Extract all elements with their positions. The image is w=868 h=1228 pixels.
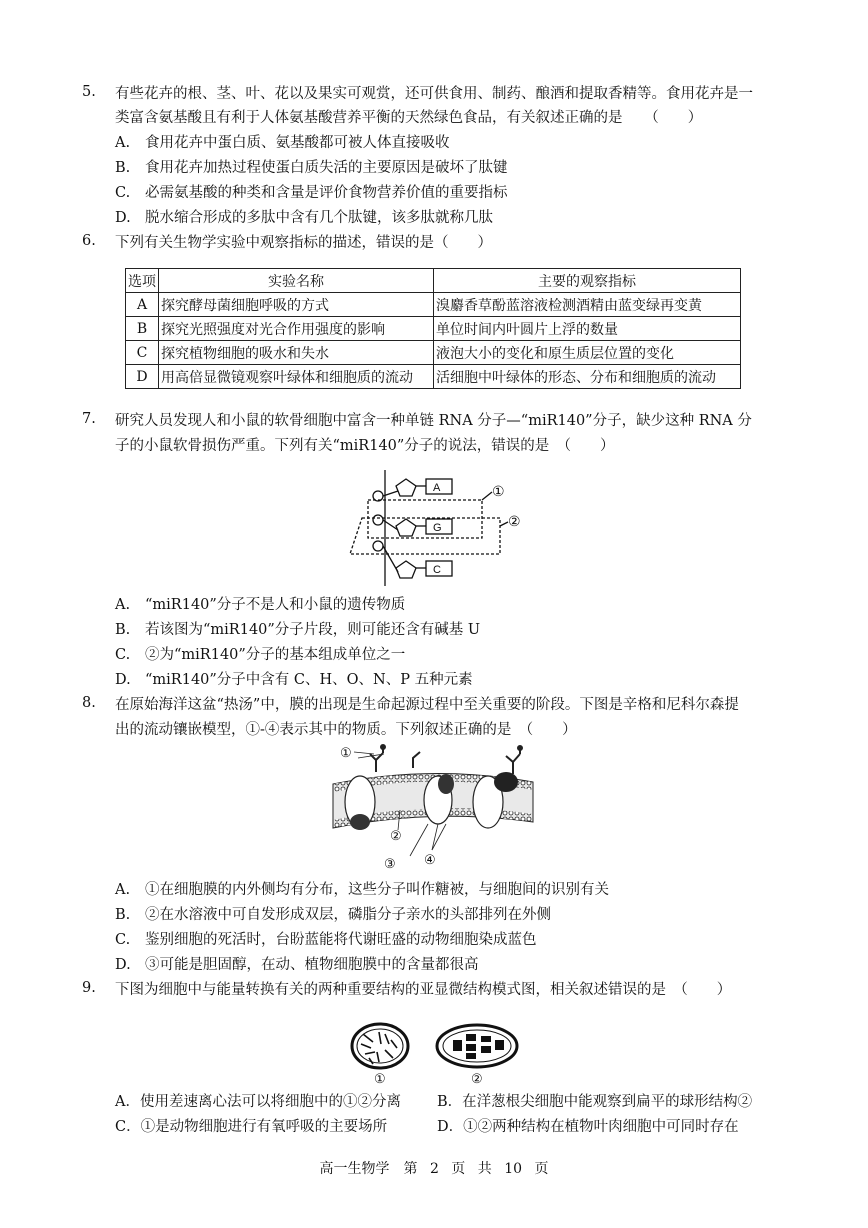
page-footer: 高一生物学 第 2 页 共 10 页 bbox=[319, 1161, 549, 1177]
option-c: C. 鉴别细胞的死活时，台盼蓝能将代谢旺盛的动物细胞染成蓝色 bbox=[115, 932, 537, 948]
table-cell: 溴麝香草酚蓝溶液检测酒精由蓝变绿再变黄 bbox=[434, 293, 741, 317]
base-label: C bbox=[433, 564, 441, 576]
question-stem: 有些花卉的根、茎、叶、花以及果实可观赏，还可供食用、制药、酿酒和提取香精等。食用花卉是一 bbox=[115, 86, 753, 102]
figure-label: ① bbox=[374, 1072, 386, 1086]
option-c: C. 必需氨基酸的种类和含量是评价食物营养价值的重要指标 bbox=[115, 185, 508, 201]
question-number: 8. bbox=[82, 695, 96, 711]
table-cell: 液泡大小的变化和原生质层位置的变化 bbox=[434, 341, 741, 365]
protein-shading bbox=[350, 814, 370, 830]
table-cell: 用高倍显微镜观察叶绿体和细胞质的流动 bbox=[159, 365, 434, 389]
table-cell: 探究植物细胞的吸水和失水 bbox=[159, 341, 434, 365]
table-cell: 活细胞中叶绿体的形态、分布和细胞质的流动 bbox=[434, 365, 741, 389]
option-a: A. ①在细胞膜的内外侧均有分布，这些分子叫作糖被，与细胞间的识别有关 bbox=[115, 882, 609, 898]
option-b: B．在洋葱根尖细胞中能观察到扁平的球形结构② bbox=[437, 1094, 753, 1110]
option-b: B. ②在水溶液中可自发形成双层，磷脂分子亲水的头部排列在外侧 bbox=[115, 907, 551, 923]
table-cell: D bbox=[126, 365, 159, 389]
option-d: D. “miR140”分子中含有 C、H、O、N、P 五种元素 bbox=[115, 672, 473, 688]
question-number: 6. bbox=[82, 233, 96, 249]
option-b: B. 食用花卉加热过程使蛋白质失活的主要原因是破坏了肽键 bbox=[115, 160, 508, 176]
table-header-row bbox=[126, 269, 741, 293]
option-c: C. ②为“miR140”分子的基本组成单位之一 bbox=[115, 647, 406, 663]
protein-shading bbox=[494, 772, 518, 792]
table-row bbox=[126, 341, 741, 365]
base-label: A bbox=[433, 482, 441, 494]
question-number: 5. bbox=[82, 84, 96, 100]
option-a: A. 食用花卉中蛋白质、氨基酸都可被人体直接吸收 bbox=[115, 135, 450, 151]
table-header: 选项 bbox=[126, 269, 159, 293]
pentose-sugar bbox=[396, 479, 416, 496]
phosphate-group bbox=[373, 515, 383, 525]
dashed-region-2 bbox=[350, 518, 500, 554]
callout-label: ③ bbox=[384, 857, 396, 872]
question-stem: 在原始海洋这盆“热汤”中，膜的出现是生命起源过程中至关重要的阶段。下图是辛格和尼科尔森提 bbox=[115, 697, 739, 713]
mitochondrion bbox=[352, 1024, 408, 1068]
pentose-sugar bbox=[396, 519, 416, 536]
table-header: 实验名称 bbox=[159, 269, 434, 293]
callout-label: ① bbox=[340, 746, 352, 761]
question-stem: 子的小鼠软骨损伤严重。下列有关“miR140”分子的说法，错误的是 （ ） bbox=[115, 438, 615, 454]
table-row bbox=[126, 293, 741, 317]
rna-diagram bbox=[340, 464, 540, 592]
table-cell: B bbox=[126, 317, 159, 341]
figure-label: ② bbox=[471, 1072, 483, 1086]
option-d: D．①②两种结构在植物叶肉细胞中可同时存在 bbox=[437, 1119, 739, 1135]
option-a: A．使用差速离心法可以将细胞中的①②分离 bbox=[115, 1094, 401, 1110]
option-c: C．①是动物细胞进行有氧呼吸的主要场所 bbox=[115, 1119, 388, 1135]
table-cell: C bbox=[126, 341, 159, 365]
table-row bbox=[126, 365, 741, 389]
question-stem: 研究人员发现人和小鼠的软骨细胞中富含一种单链 RNA 分子—“miR140”分子，缺少这种 RNA 分 bbox=[115, 413, 752, 429]
option-a: A. “miR140”分子不是人和小鼠的遗传物质 bbox=[115, 597, 406, 613]
question-stem: 下列有关生物学实验中观察指标的描述，错误的是（ ） bbox=[115, 235, 492, 251]
question-number: 7. bbox=[82, 411, 96, 427]
protein-shading bbox=[438, 774, 454, 794]
chloroplast bbox=[437, 1025, 517, 1067]
table-cell: 探究光照强度对光合作用强度的影响 bbox=[159, 317, 434, 341]
option-b: B. 若该图为“miR140”分子片段，则可能还含有碱基 U bbox=[115, 622, 481, 638]
question-stem: 出的流动镶嵌模型，①-④表示其中的物质。下列叙述正确的是 （ ） bbox=[115, 722, 577, 738]
question-stem: 类富含氨基酸且有利于人体氨基酸营养平衡的天然绿色食品，有关叙述正确的是 （ ） bbox=[115, 110, 703, 126]
table-cell: 探究酵母菌细胞呼吸的方式 bbox=[159, 293, 434, 317]
phosphate-group bbox=[373, 541, 383, 551]
question-stem: 下图为细胞中与能量转换有关的两种重要结构的亚显微结构模式图，相关叙述错误的是 （ ） bbox=[115, 982, 732, 998]
callout-label: ② bbox=[508, 514, 521, 530]
experiment-table bbox=[125, 268, 741, 389]
callout-label: ② bbox=[390, 829, 402, 844]
question-number: 9. bbox=[82, 980, 96, 996]
base-label: G bbox=[433, 522, 442, 534]
option-d: D. 脱水缩合形成的多肽中含有几个肽键，该多肽就称几肽 bbox=[115, 210, 493, 226]
option-d: D. ③可能是胆固醇，在动、植物细胞膜中的含量都很高 bbox=[115, 957, 479, 973]
table-cell: 单位时间内叶圆片上浮的数量 bbox=[434, 317, 741, 341]
pentose-sugar bbox=[396, 561, 416, 578]
table-row bbox=[126, 317, 741, 341]
table-cell: A bbox=[126, 293, 159, 317]
membrane-diagram bbox=[328, 744, 538, 874]
organelle-diagram bbox=[345, 1022, 525, 1086]
table-header: 主要的观察指标 bbox=[434, 269, 741, 293]
callout-label: ① bbox=[492, 484, 505, 500]
callout-label: ④ bbox=[424, 853, 436, 868]
